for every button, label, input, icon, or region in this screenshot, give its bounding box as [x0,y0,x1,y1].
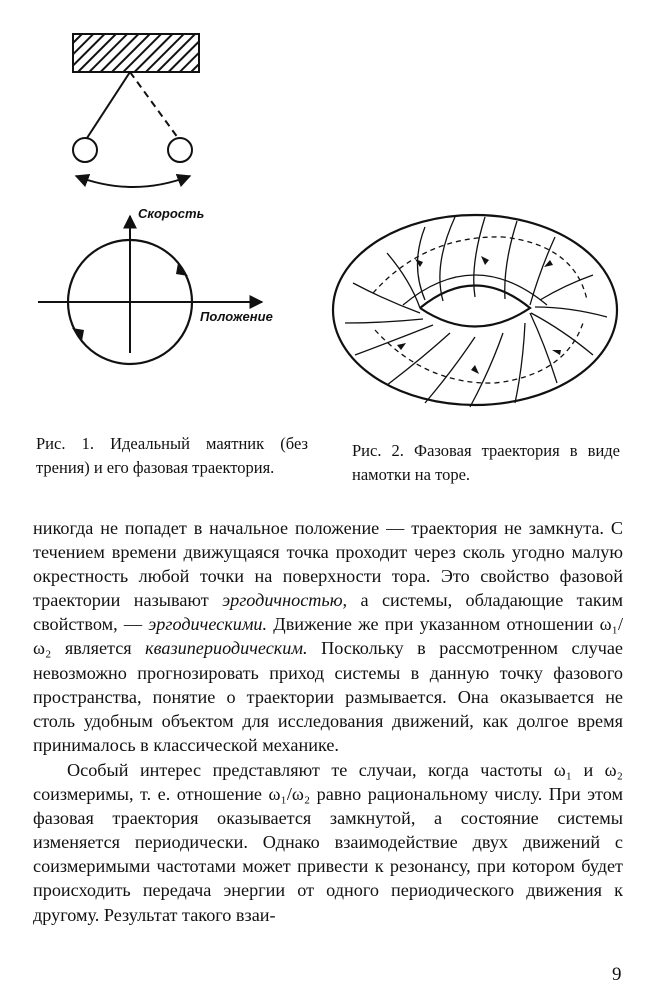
torus-hole [420,286,530,327]
position-label: Положение [200,309,273,324]
figure-2-torus [325,205,625,415]
velocity-label: Скорость [138,206,205,221]
pendulum-bob-right [168,138,192,162]
pendulum-bob-left [73,138,97,162]
pendulum-support [73,34,199,72]
paragraph-1: никогда не попадет в начальное положение — траектория не замкнута. С течением времени движущаяся точка проходит через сколь угодно малую окрестность любой точки на поверхности тора. Это свойство фазовой траектории называют эргодичностью, а системы, обладающие таким свойством, — эргодическими. Движение же при указанном отношении ω₁/ω₂ является квазипериодическим. Поскольку в рассмотренном случае невозможно прогнозировать приход системы в данную точку фазового пространства, понятие о траектории размывается. Она оказывается не столь удобным объектом для исследования движений, как долгое время принималось в классической механике. [33,518,623,755]
body-text [33,516,623,927]
paragraph-2: Особый интерес представляют те случаи, когда частоты ω₁ и ω₂ соизмеримы, т. е. отношение ω₁/ω₂ равно рациональному числу. При этом фазовая траектория оказывается замкнутой, а состояние системы изменяется периодически. Однако взаимодействие двух движений с соизмеримыми частотами может привести к резонансу, при котором будет происходить передача энергии от одного периодического движения к другому. Результат такого взаи- [33,759,623,925]
page-number: 9 [612,964,622,985]
figure-2-caption: Рис. 2. Фазовая траектория в виде намотки на торе. [352,441,620,484]
figure-1-caption: Рис. 1. Идеальный маятник (без трения) и его фазовая траектория. [36,434,308,477]
swing-arrow [76,176,190,187]
phase-arrow-right [176,263,188,276]
figure-1-pendulum [30,28,290,408]
pendulum-rod-dashed [130,72,178,138]
pendulum-rod-solid [87,72,130,138]
phase-arrow-left [72,328,84,341]
